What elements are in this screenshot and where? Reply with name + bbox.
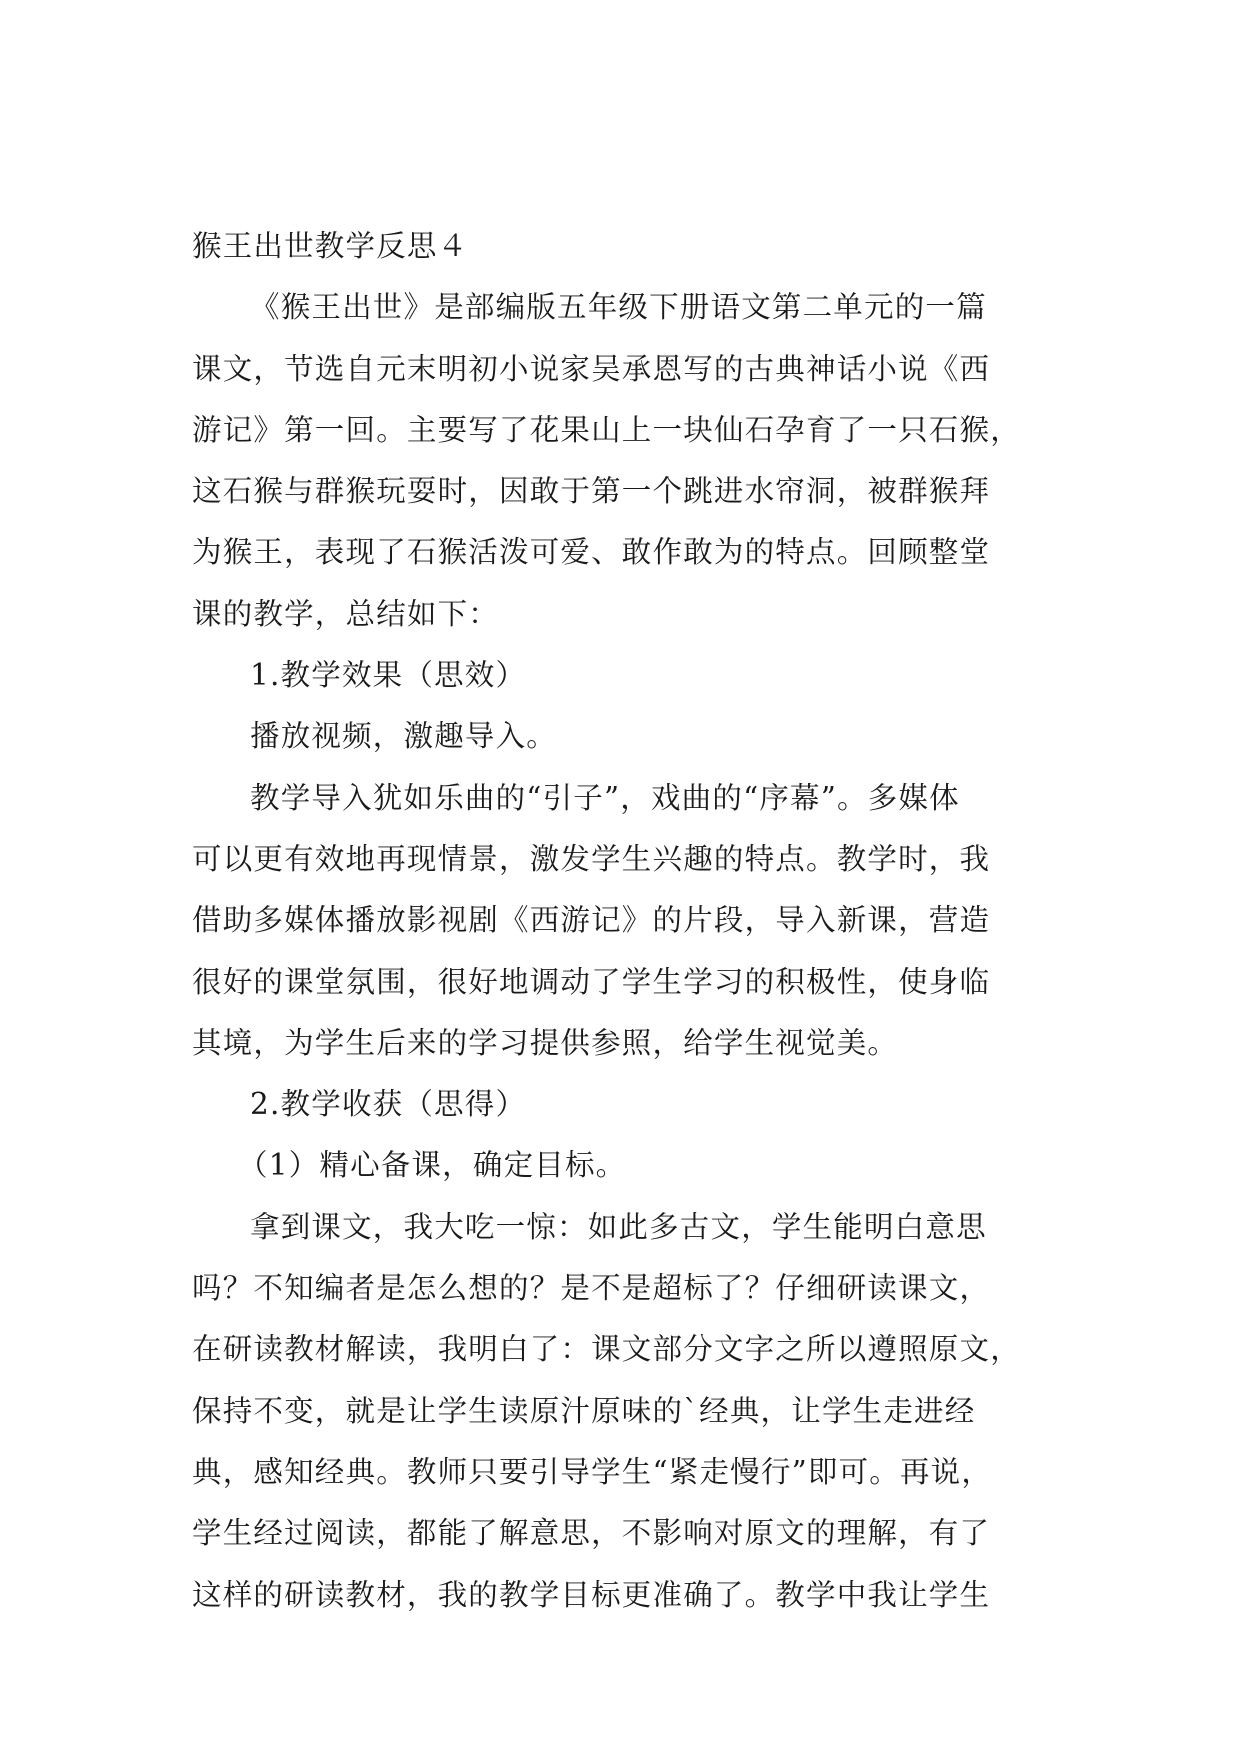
paragraph-line: 拿到课文，我大吃一惊：如此多古文，学生能明白意思 <box>250 1209 987 1244</box>
paragraph-line: 保持不变，就是让学生读原汁原味的`经典，让学生走进经 <box>192 1393 976 1428</box>
section-heading: 1.教学效果（思效） <box>250 658 527 693</box>
document-body <box>192 216 1052 1626</box>
paragraph-line: 这石猴与群猴玩耍时，因敢于第一个跳进水帘洞，被群猴拜 <box>192 474 991 509</box>
paragraph-line: 为猴王，表现了石猴活泼可爱、敢作敢为的特点。回顾整堂 <box>192 535 991 570</box>
paragraph-line: 吗？不知编者是怎么想的？是不是超标了？仔细研读课文， <box>192 1271 991 1306</box>
section-heading: 2.教学收获（思得） <box>250 1087 527 1122</box>
paragraph-line: 播放视频，激趣导入。 <box>250 719 558 754</box>
paragraph-line: 《猴王出世》是部编版五年级下册语文第二单元的一篇 <box>250 290 987 325</box>
paragraph-line: 学生经过阅读，都能了解意思，不影响对原文的理解，有了 <box>192 1516 991 1551</box>
paragraph-line: 借助多媒体播放影视剧《西游记》的片段，导入新课，营造 <box>192 903 991 938</box>
paragraph-line: 课的教学，总结如下： <box>192 596 500 631</box>
paragraph-line: 很好的课堂氛围，很好地调动了学生学习的积极性，使身临 <box>192 964 991 999</box>
paragraph-line: 这样的研读教材，我的教学目标更准确了。教学中我让学生 <box>192 1577 991 1612</box>
paragraph-line: 课文，节选自元末明初小说家吴承恩写的古典神话小说《西 <box>192 351 991 386</box>
paragraph-line: 典，感知经典。教师只要引导学生“紧走慢行”即可。再说， <box>192 1454 993 1489</box>
document-title: 猴王出世教学反思４ <box>192 229 469 263</box>
paragraph-line: 可以更有效地再现情景，激发学生兴趣的特点。教学时，我 <box>192 841 991 876</box>
paragraph-line: 游记》第一回。主要写了花果山上一块仙石孕育了一只石猴， <box>192 412 1021 447</box>
subsection-heading: （1）精心备课，确定目标。 <box>238 1148 627 1183</box>
paragraph-line: 教学导入犹如乐曲的“引子”，戏曲的“序幕”。多媒体 <box>250 780 960 815</box>
paragraph-line: 其境，为学生后来的学习提供参照，给学生视觉美。 <box>192 1025 899 1060</box>
paragraph-line: 在研读教材解读，我明白了：课文部分文字之所以遵照原文， <box>192 1332 1021 1367</box>
